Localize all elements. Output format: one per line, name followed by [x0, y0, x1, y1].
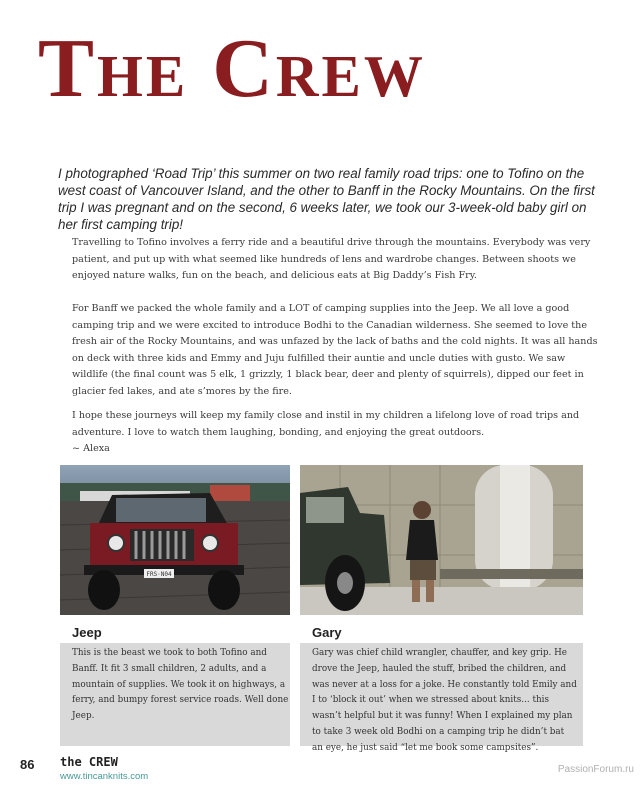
- footer-section-title: the CREW: [60, 755, 118, 769]
- gary-caption-heading: Gary: [312, 625, 342, 640]
- page-number: 86: [20, 757, 35, 772]
- jeep-caption-heading: Jeep: [72, 625, 102, 640]
- signature: ~ Alexa: [72, 443, 110, 454]
- footer-url-link[interactable]: www.tincanknits.com: [60, 771, 149, 782]
- paragraph-banff: For Banff we packed the whole family and a LOT of camping supplies into the Jeep. We all love a good camping trip and we were excited to introduce Bodhi to the Canadian wilderness. She seemed to love the fresh air of the Rocky Mountains, and was unfazed by the lack of baths and the cold nights. It was all hands on deck with three kids and Emmy and Juju fulfilled their auntie and uncle duties with gusto. We saw wildlife (the final count was 5 elk, 1 grizzly, 1 black bear, deer and plenty of squirrels), dipped our feet in glacier fed lakes, and ate s’mores by the fire.: [72, 303, 598, 397]
- gary-photo: [300, 465, 583, 615]
- jeep-illustration: [60, 465, 290, 615]
- page-title: The Crew: [38, 30, 426, 108]
- paragraph-closing: I hope these journeys will keep my family close and instil in my children a lifelong love of road trips and adventure. I love to watch them laughing, bonding, and enjoying the great outdoors.: [72, 410, 580, 438]
- paragraph-tofino: Travelling to Tofino involves a ferry ride and a beautiful drive through the mountains. Everybody was very patient, and put up with what seemed like hundreds of lens and wardrobe changes. Between shoots we enjoyed nature walks, fun on the beach, and delicious eats at Big Daddy’s Fish Fry.: [72, 237, 591, 281]
- license-plate: FRS·N04: [146, 571, 172, 578]
- watermark: PassionForum.ru: [557, 764, 634, 775]
- gary-caption-text: Gary was chief child wrangler, chauffer, and key grip. He drove the Jeep, hauled the stuff, bribed the children, and was never at a loss for a joke. He constantly told Emily and I to ‘block it out’ when we stressed about knits... this wasn’t helpful but it was funny! When I explained my plan to take 3 week old Bodhi on a camping trip he didn’t bat an eye, he just said “let me book some campsites”.: [300, 643, 583, 746]
- jeep-photo: [60, 465, 290, 615]
- intro-text: I photographed ‘Road Trip’ this summer on two real family road trips: one to Tofino on the west coast of Vancouver Island, and the other to Banff in the Rocky Mountains. On the first trip I was pregnant and on the second, 6 weeks later, we took our 3-week-old baby girl on her first camping trip!: [58, 166, 595, 232]
- gary-illustration: [300, 465, 583, 615]
- jeep-caption-text: This is the beast we took to both Tofino and Banff. It fit 3 small children, 2 adults, and a mountain of supplies. We took it on highways, a ferry, and bumpy forest service roads. Well done Jeep.: [60, 643, 290, 746]
